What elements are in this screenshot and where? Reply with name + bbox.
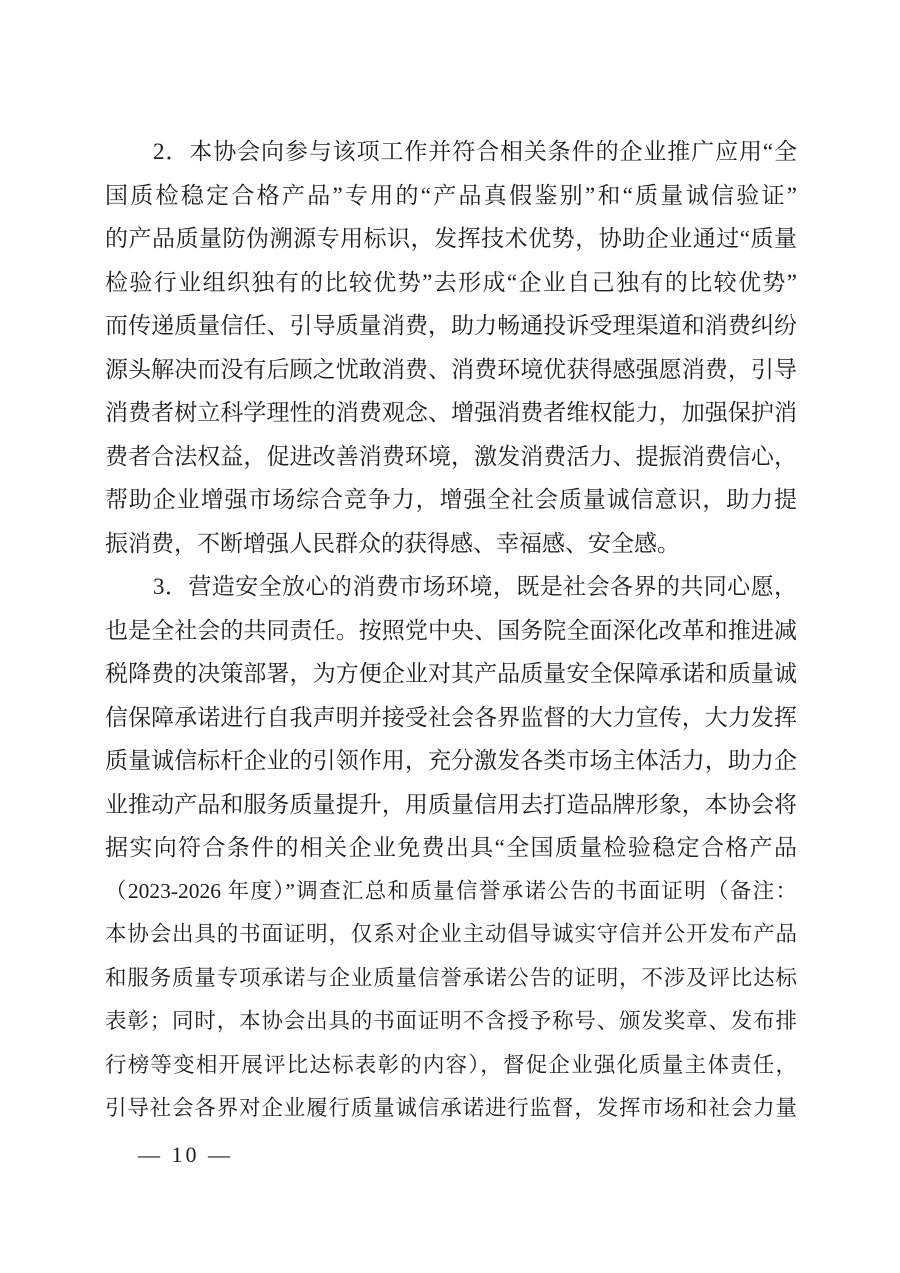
text-line: （2023-2026 年度）”调查汇总和质量信誉承诺公告的书面证明（备注： <box>105 878 797 903</box>
text-line: 帮助企业增强市场综合竞争力，增强全社会质量诚信意识，助力提 <box>105 487 797 512</box>
page-number: — 10 — <box>138 1142 233 1167</box>
text-line: 本协会出具的书面证明，仅系对企业主动倡导诚实守信并公开发布产品 <box>105 922 797 946</box>
text-line: 源头解决而没有后顾之忧敢消费、消费环境优获得感强愿消费，引导 <box>105 356 797 382</box>
text-line: 和服务质量专项承诺与企业质量信誉承诺公告的证明，不涉及评比达标 <box>105 965 797 990</box>
text-line: 据实向符合条件的相关企业免费出具“全国质量检验稳定合格产品 <box>105 835 797 860</box>
text-line: 2．本协会向参与该项工作并符合相关条件的企业推广应用“全 <box>153 139 797 164</box>
text-line: 而传递质量信任、引导质量消费，助力畅通投诉受理渠道和消费纠纷 <box>105 313 797 338</box>
text-line: 信保障承诺进行自我声明并接受社会各界监督的大力宣传，大力发挥 <box>105 704 797 730</box>
text-line: 行榜等变相开展评比达标表彰的内容），督促企业强化质量主体责任， <box>105 1052 797 1077</box>
text-line: 检验行业组织独有的比较优势”去形成“企业自己独有的比较优势” <box>105 269 797 295</box>
text-line: 表彰；同时，本协会出具的书面证明不含授予称号、颁发奖章、发布排 <box>105 1009 797 1033</box>
text-line: 的产品质量防伪溯源专用标识，发挥技术优势，协助企业通过“质量 <box>105 226 797 251</box>
document-body <box>105 130 797 1131</box>
text-line: 振消费，不断增强人民群众的获得感、幸福感、安全感。 <box>105 530 680 556</box>
text-line: 税降费的决策部署，为方便企业对其产品质量安全保障承诺和质量诚 <box>105 661 797 686</box>
text-line: 也是全社会的共同责任。按照党中央、国务院全面深化改革和推进减 <box>105 617 797 643</box>
text-line: 引导社会各界对企业履行质量诚信承诺进行监督，发挥市场和社会力量 <box>105 1096 797 1120</box>
text-line: 质量诚信标杆企业的引领作用，充分激发各类市场主体活力，助力企 <box>105 748 797 773</box>
text-line: 国质检稳定合格产品”专用的“产品真假鉴别”和“质量诚信验证” <box>105 182 797 208</box>
text-line: 消费者树立科学理性的消费观念、增强消费者维权能力，加强保护消 <box>105 400 797 425</box>
text-line: 业推动产品和服务质量提升，用质量信用去打造品牌形象，本协会将 <box>105 791 797 817</box>
text-line: 费者合法权益，促进改善消费环境，激发消费活力、提振消费信心， <box>105 443 797 469</box>
text-line: 3．营造安全放心的消费市场环境，既是社会各界的共同心愿， <box>153 574 797 599</box>
